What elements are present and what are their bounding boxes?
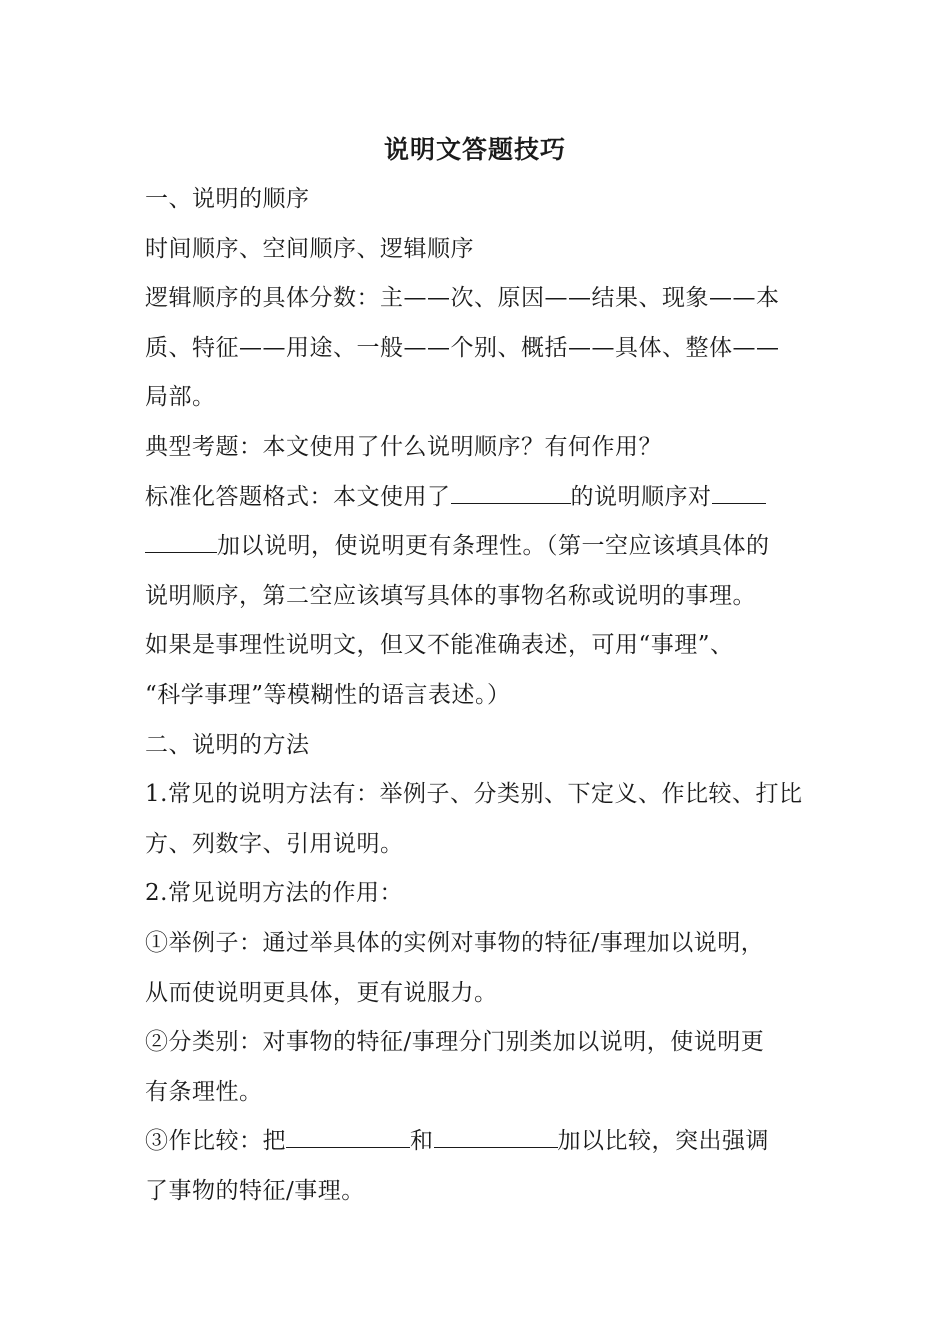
logic-order-line-3: 局部。	[145, 384, 216, 411]
methods-list-line-1: 1.常见的说明方法有：举例子、分类别、下定义、作比较、打比	[145, 781, 803, 808]
answer-format-mid: 的说明顺序对	[570, 483, 712, 510]
methods-effects-heading: 2.常见说明方法的作用：	[145, 880, 403, 907]
compare-prefix: ③作比较：把	[145, 1128, 286, 1155]
answer-blank-object-part1	[712, 477, 766, 504]
section1-heading: 一、说明的顺序	[145, 186, 310, 212]
answer-note-line-1: 说明顺序，第二空应该填写具体的事物名称或说明的事理。	[145, 582, 756, 609]
answer-format-line-2	[145, 522, 810, 572]
answer-format-line-1	[145, 473, 810, 523]
typical-question: 典型考题：本文使用了什么说明顺序？有何作用？	[145, 433, 662, 460]
compare-method-line-1	[145, 1117, 810, 1167]
compare-blank-1	[286, 1121, 410, 1148]
order-types: 时间顺序、空间顺序、逻辑顺序	[145, 235, 474, 262]
answer-blank-object-part2	[145, 526, 217, 553]
answer-format-suffix: 加以说明，使说明更有条理性。（第一空应该填具体的	[217, 533, 770, 560]
answer-note-line-2: 如果是事理性说明文，但又不能准确表述，可用“事理”、	[145, 632, 734, 659]
answer-note-line-3: “科学事理”等模糊性的语言表述。）	[145, 681, 511, 708]
section2-heading: 二、说明的方法	[145, 731, 310, 758]
methods-list-line-2: 方、列数字、引用说明。	[145, 830, 404, 857]
example-method-line-2: 从而使说明更具体，更有说服力。	[145, 979, 498, 1006]
compare-method-line-2: 了事物的特征/事理。	[145, 1177, 365, 1204]
answer-blank-order	[451, 477, 571, 504]
document-body	[145, 175, 810, 1216]
answer-format-prefix: 标准化答题格式：本文使用了	[145, 483, 451, 510]
compare-suffix: 加以比较，突出强调	[557, 1128, 769, 1155]
logic-order-line-2: 质、特征——用途、一般——个别、概括——具体、整体——	[145, 334, 780, 361]
example-method-line-1: ①举例子：通过举具体的实例对事物的特征/事理加以说明，	[145, 929, 765, 956]
compare-blank-2	[434, 1121, 558, 1148]
document-title: 说明文答题技巧	[383, 135, 566, 164]
classify-method-line-1: ②分类别：对事物的特征/事理分门别类加以说明，使说明更	[145, 1029, 765, 1056]
compare-mid: 和	[410, 1128, 434, 1155]
logic-order-line-1: 逻辑顺序的具体分数：主——次、原因——结果、现象——本	[145, 285, 780, 312]
classify-method-line-2: 有条理性。	[145, 1078, 263, 1105]
